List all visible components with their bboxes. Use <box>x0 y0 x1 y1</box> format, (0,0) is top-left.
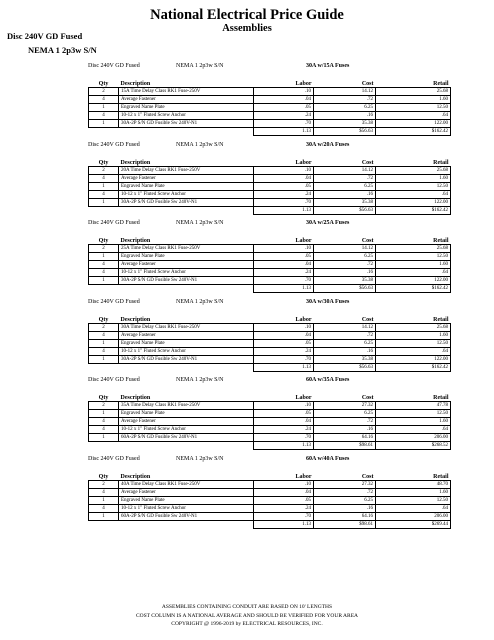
cell-qty: 4 <box>89 426 119 434</box>
cell-desc: Engraved Name Plate <box>119 497 254 505</box>
cell-desc: 10-12 x 1" Fluted Screw Anchor <box>119 112 254 120</box>
table-row <box>89 434 451 442</box>
total-retail: $162.42 <box>376 285 451 293</box>
cell-retail: 12.50 <box>376 104 451 112</box>
cell-cost: .72 <box>314 418 376 426</box>
column-header-description: Description <box>120 395 151 401</box>
table-row <box>89 505 451 513</box>
column-header-qty: Qty <box>98 474 109 480</box>
cell-qty: 4 <box>89 175 119 183</box>
section-type-label: NEMA 1 2p3w S/N <box>176 142 224 148</box>
cell-cost: .72 <box>314 489 376 497</box>
total-labor: 1.13 <box>254 285 314 293</box>
table-row <box>89 112 451 120</box>
column-header-description: Description <box>120 81 151 87</box>
cell-labor: .05 <box>254 410 314 418</box>
cell-retail: 1.60 <box>376 418 451 426</box>
table-row <box>89 269 451 277</box>
cell-labor: .04 <box>254 332 314 340</box>
cell-cost: .72 <box>314 96 376 104</box>
table-row <box>89 277 451 285</box>
table-row <box>89 88 451 96</box>
total-row <box>89 207 451 215</box>
cell-labor: .04 <box>254 489 314 497</box>
cell-qty: 4 <box>89 348 119 356</box>
assembly-section <box>88 456 450 529</box>
cell-desc: 20A Time Delay Class RK1 Fuse-250V <box>119 167 254 175</box>
column-header-qty: Qty <box>98 395 109 401</box>
cell-desc: 30A Time Delay Class RK1 Fuse-250V <box>119 324 254 332</box>
assembly-section <box>88 299 450 372</box>
section-rating-label: 30A w/25A Fuses <box>306 220 350 226</box>
cell-desc: Average Fastener <box>119 175 254 183</box>
section-rating-label: 60A w/35A Fuses <box>306 377 350 383</box>
total-cost: $98.61 <box>314 521 376 529</box>
cell-cost: .72 <box>314 332 376 340</box>
items-table <box>88 75 451 136</box>
table-header-row <box>89 389 451 402</box>
table-row <box>89 324 451 332</box>
cell-qty: 4 <box>89 269 119 277</box>
total-labor: 1.13 <box>254 207 314 215</box>
cell-labor: .70 <box>254 199 314 207</box>
section-group-label: Disc 240V GD Fused <box>88 377 140 383</box>
cell-cost: 6.25 <box>314 497 376 505</box>
cell-qty: 1 <box>89 356 119 364</box>
cell-cost: 6.25 <box>314 410 376 418</box>
cell-retail: 25.68 <box>376 167 451 175</box>
cell-retail: 25.68 <box>376 88 451 96</box>
cell-cost: .72 <box>314 175 376 183</box>
cell-desc: Average Fastener <box>119 96 254 104</box>
cell-retail: 122.00 <box>376 277 451 285</box>
column-header-description: Description <box>120 160 151 166</box>
cell-qty: 1 <box>89 410 119 418</box>
cell-desc: 10-12 x 1" Fluted Screw Anchor <box>119 505 254 513</box>
cell-desc: 60A-2P S/N GD Fusible Sw 240V-N1 <box>119 434 254 442</box>
cell-retail: 48.70 <box>376 481 451 489</box>
total-row <box>89 521 451 529</box>
table-row <box>89 402 451 410</box>
cell-cost: .16 <box>314 112 376 120</box>
cell-cost: 64.16 <box>314 434 376 442</box>
cell-qty: 1 <box>89 104 119 112</box>
assembly-section <box>88 220 450 293</box>
cell-desc: Average Fastener <box>119 489 254 497</box>
total-retail: $162.42 <box>376 207 451 215</box>
cell-retail: 12.50 <box>376 183 451 191</box>
table-row <box>89 513 451 521</box>
section-group-label: Disc 240V GD Fused <box>88 456 140 462</box>
column-header-retail: Retail <box>433 81 449 87</box>
table-row <box>89 332 451 340</box>
table-row <box>89 245 451 253</box>
total-row <box>89 442 451 450</box>
cell-labor: .10 <box>254 167 314 175</box>
table-header-row <box>89 75 451 88</box>
total-cost: $56.63 <box>314 128 376 136</box>
table-row <box>89 489 451 497</box>
table-row <box>89 253 451 261</box>
cell-retail: .64 <box>376 426 451 434</box>
cell-labor: .24 <box>254 348 314 356</box>
cell-labor: .24 <box>254 426 314 434</box>
cell-desc: 25A Time Delay Class RK1 Fuse-250V <box>119 245 254 253</box>
section-rating-label: 30A w/20A Fuses <box>306 142 350 148</box>
table-row <box>89 191 451 199</box>
cell-labor: .05 <box>254 183 314 191</box>
cell-labor: .10 <box>254 402 314 410</box>
cell-qty: 1 <box>89 120 119 128</box>
column-header-cost: Cost <box>361 81 374 87</box>
cell-cost: .16 <box>314 269 376 277</box>
section-group-label: Disc 240V GD Fused <box>88 142 140 148</box>
assembly-section <box>88 377 450 450</box>
cell-qty: 1 <box>89 183 119 191</box>
cell-qty: 4 <box>89 332 119 340</box>
cell-cost: 35.38 <box>314 120 376 128</box>
table-header-row <box>89 232 451 245</box>
blank-cell <box>89 285 119 293</box>
cell-desc: Engraved Name Plate <box>119 340 254 348</box>
section-header <box>88 142 450 154</box>
total-retail: $162.42 <box>376 128 451 136</box>
total-row <box>89 364 451 372</box>
total-labor: 1.13 <box>254 128 314 136</box>
cell-retail: 122.00 <box>376 356 451 364</box>
cell-cost: .72 <box>314 261 376 269</box>
blank-cell <box>89 442 119 450</box>
section-header <box>88 63 450 75</box>
cell-desc: 10-12 x 1" Fluted Screw Anchor <box>119 348 254 356</box>
footer-note-conduit: ASSEMBLIES CONTAINING CONDUIT ARE BASED ON 10' LENGTHS <box>161 604 333 610</box>
table-header-row <box>89 311 451 324</box>
cell-labor: .05 <box>254 497 314 505</box>
cell-desc: 10-12 x 1" Fluted Screw Anchor <box>119 269 254 277</box>
cell-retail: 206.00 <box>376 434 451 442</box>
section-rating-label: 60A w/40A Fuses <box>306 456 350 462</box>
cell-retail: 122.00 <box>376 199 451 207</box>
cell-retail: 12.50 <box>376 497 451 505</box>
cell-qty: 2 <box>89 167 119 175</box>
cell-labor: .05 <box>254 104 314 112</box>
cell-retail: 1.60 <box>376 175 451 183</box>
cell-qty: 4 <box>89 112 119 120</box>
cell-qty: 4 <box>89 489 119 497</box>
table-row <box>89 418 451 426</box>
cell-qty: 1 <box>89 253 119 261</box>
cell-qty: 1 <box>89 513 119 521</box>
cell-cost: 6.25 <box>314 183 376 191</box>
section-type-label: NEMA 1 2p3w S/N <box>176 299 224 305</box>
cell-labor: .10 <box>254 245 314 253</box>
cell-retail: .64 <box>376 112 451 120</box>
section-rating-label: 30A w/30A Fuses <box>306 299 350 305</box>
column-header-labor: Labor <box>295 160 312 166</box>
table-row <box>89 175 451 183</box>
cell-desc: Engraved Name Plate <box>119 253 254 261</box>
cell-labor: .05 <box>254 253 314 261</box>
cell-qty: 1 <box>89 277 119 285</box>
cell-labor: .04 <box>254 418 314 426</box>
cell-cost: 35.38 <box>314 356 376 364</box>
total-labor: 1.13 <box>254 442 314 450</box>
category-heading: Disc 240V GD Fused <box>7 31 83 41</box>
cell-desc: 10-12 x 1" Fluted Screw Anchor <box>119 426 254 434</box>
column-header-labor: Labor <box>295 395 312 401</box>
blank-cell <box>119 285 254 293</box>
column-header-qty: Qty <box>98 317 109 323</box>
section-header <box>88 220 450 232</box>
total-cost: $98.61 <box>314 442 376 450</box>
column-header-description: Description <box>120 317 151 323</box>
column-header-retail: Retail <box>433 160 449 166</box>
cell-retail: .64 <box>376 505 451 513</box>
cell-qty: 4 <box>89 261 119 269</box>
blank-cell <box>119 207 254 215</box>
assembly-section <box>88 142 450 215</box>
cell-cost: 6.25 <box>314 340 376 348</box>
section-group-label: Disc 240V GD Fused <box>88 299 140 305</box>
cell-labor: .05 <box>254 340 314 348</box>
cell-retail: 1.60 <box>376 489 451 497</box>
cell-labor: .24 <box>254 505 314 513</box>
cell-labor: .10 <box>254 324 314 332</box>
cell-retail: 12.50 <box>376 340 451 348</box>
blank-cell <box>119 521 254 529</box>
cell-labor: .24 <box>254 191 314 199</box>
cell-cost: .16 <box>314 191 376 199</box>
cell-qty: 2 <box>89 324 119 332</box>
total-retail: $269.44 <box>376 521 451 529</box>
section-rating-label: 30A w/15A Fuses <box>306 63 350 69</box>
items-table <box>88 389 451 450</box>
column-header-retail: Retail <box>433 474 449 480</box>
cell-cost: 14.12 <box>314 324 376 332</box>
cell-qty: 1 <box>89 199 119 207</box>
cell-retail: 1.60 <box>376 96 451 104</box>
page-subtitle: Assemblies <box>222 23 272 34</box>
table-row <box>89 183 451 191</box>
cell-desc: Average Fastener <box>119 261 254 269</box>
column-header-retail: Retail <box>433 395 449 401</box>
cell-qty: 4 <box>89 505 119 513</box>
cell-desc: Engraved Name Plate <box>119 104 254 112</box>
cell-retail: 12.50 <box>376 253 451 261</box>
total-cost: $56.63 <box>314 285 376 293</box>
column-header-qty: Qty <box>98 238 109 244</box>
column-header-qty: Qty <box>98 160 109 166</box>
cell-desc: 40A Time Delay Class RK1 Fuse-250V <box>119 481 254 489</box>
cell-retail: 122.00 <box>376 120 451 128</box>
section-header <box>88 377 450 389</box>
cell-qty: 2 <box>89 88 119 96</box>
cell-labor: .70 <box>254 434 314 442</box>
cell-cost: 6.25 <box>314 104 376 112</box>
total-row <box>89 285 451 293</box>
cell-cost: .16 <box>314 348 376 356</box>
cell-desc: Engraved Name Plate <box>119 410 254 418</box>
section-type-label: NEMA 1 2p3w S/N <box>176 220 224 226</box>
cell-cost: 27.32 <box>314 481 376 489</box>
table-row <box>89 167 451 175</box>
assembly-section <box>88 63 450 136</box>
items-table <box>88 468 451 529</box>
total-cost: $56.63 <box>314 207 376 215</box>
section-type-label: NEMA 1 2p3w S/N <box>176 63 224 69</box>
cell-cost: 14.12 <box>314 88 376 96</box>
cell-labor: .70 <box>254 513 314 521</box>
table-row <box>89 497 451 505</box>
cell-retail: 25.68 <box>376 324 451 332</box>
blank-cell <box>89 128 119 136</box>
table-row <box>89 199 451 207</box>
cell-desc: Average Fastener <box>119 332 254 340</box>
cell-retail: 47.78 <box>376 402 451 410</box>
cell-retail: 206.00 <box>376 513 451 521</box>
cell-retail: 12.50 <box>376 410 451 418</box>
cell-labor: .70 <box>254 120 314 128</box>
cell-labor: .24 <box>254 269 314 277</box>
column-header-cost: Cost <box>361 395 374 401</box>
blank-cell <box>119 364 254 372</box>
cell-retail: 1.60 <box>376 261 451 269</box>
cell-cost: 27.32 <box>314 402 376 410</box>
total-retail: $162.42 <box>376 364 451 372</box>
cell-desc: 30A-2P S/N GD Fusible Sw 240V-N1 <box>119 277 254 285</box>
table-row <box>89 96 451 104</box>
blank-cell <box>89 521 119 529</box>
cell-retail: .64 <box>376 348 451 356</box>
cell-qty: 1 <box>89 434 119 442</box>
cell-labor: .70 <box>254 356 314 364</box>
section-group-label: Disc 240V GD Fused <box>88 63 140 69</box>
cell-qty: 1 <box>89 340 119 348</box>
cell-retail: 25.68 <box>376 245 451 253</box>
cell-desc: Engraved Name Plate <box>119 183 254 191</box>
total-retail: $268.52 <box>376 442 451 450</box>
column-header-labor: Labor <box>295 317 312 323</box>
cell-retail: .64 <box>376 269 451 277</box>
total-cost: $56.63 <box>314 364 376 372</box>
cell-desc: 30A-2P S/N GD Fusible Sw 240V-N1 <box>119 199 254 207</box>
table-row <box>89 426 451 434</box>
blank-cell <box>89 364 119 372</box>
cell-labor: .70 <box>254 277 314 285</box>
cell-desc: 30A-2P S/N GD Fusible Sw 240V-N1 <box>119 356 254 364</box>
section-type-label: NEMA 1 2p3w S/N <box>176 377 224 383</box>
page-title: National Electrical Price Guide <box>150 7 344 23</box>
column-header-labor: Labor <box>295 474 312 480</box>
column-header-description: Description <box>120 238 151 244</box>
column-header-labor: Labor <box>295 238 312 244</box>
table-row <box>89 120 451 128</box>
section-group-label: Disc 240V GD Fused <box>88 220 140 226</box>
column-header-retail: Retail <box>433 238 449 244</box>
total-labor: 1.13 <box>254 364 314 372</box>
cell-qty: 4 <box>89 191 119 199</box>
cell-retail: .64 <box>376 191 451 199</box>
cell-labor: .04 <box>254 175 314 183</box>
blank-cell <box>119 128 254 136</box>
column-header-retail: Retail <box>433 317 449 323</box>
cell-labor: .10 <box>254 88 314 96</box>
cell-retail: 1.60 <box>376 332 451 340</box>
cell-cost: 35.38 <box>314 199 376 207</box>
cell-cost: .16 <box>314 505 376 513</box>
column-header-qty: Qty <box>98 81 109 87</box>
cell-desc: 35A Time Delay Class RK1 Fuse-250V <box>119 402 254 410</box>
column-header-labor: Labor <box>295 81 312 87</box>
cell-qty: 2 <box>89 245 119 253</box>
cell-cost: 14.12 <box>314 167 376 175</box>
total-row <box>89 128 451 136</box>
footer-note-cost: COST COLUMN IS A NATIONAL AVERAGE AND SHOULD BE VERIFIED FOR YOUR AREA <box>135 613 359 619</box>
cell-labor: .04 <box>254 96 314 104</box>
table-row <box>89 410 451 418</box>
cell-cost: .16 <box>314 426 376 434</box>
cell-qty: 2 <box>89 481 119 489</box>
table-row <box>89 356 451 364</box>
table-row <box>89 481 451 489</box>
column-header-cost: Cost <box>361 474 374 480</box>
column-header-cost: Cost <box>361 238 374 244</box>
cell-labor: .04 <box>254 261 314 269</box>
footer-copyright: COPYRIGHT @ 1996-2019 by ELECTRICAL RESOURCES, INC. <box>171 621 323 627</box>
cell-desc: 60A-2P S/N GD Fusible Sw 240V-N1 <box>119 513 254 521</box>
table-row <box>89 104 451 112</box>
table-header-row <box>89 468 451 481</box>
blank-cell <box>89 207 119 215</box>
items-table <box>88 232 451 293</box>
table-row <box>89 348 451 356</box>
cell-qty: 1 <box>89 497 119 505</box>
cell-cost: 14.12 <box>314 245 376 253</box>
cell-desc: 10-12 x 1" Fluted Screw Anchor <box>119 191 254 199</box>
cell-cost: 64.16 <box>314 513 376 521</box>
total-labor: 1.13 <box>254 521 314 529</box>
table-header-row <box>89 154 451 167</box>
cell-desc: 15A Time Delay Class RK1 Fuse-250V <box>119 88 254 96</box>
section-header <box>88 456 450 468</box>
cell-labor: .24 <box>254 112 314 120</box>
cell-qty: 4 <box>89 96 119 104</box>
subcategory-heading: NEMA 1 2p3w S/N <box>28 45 97 55</box>
column-header-cost: Cost <box>361 317 374 323</box>
cell-labor: .10 <box>254 481 314 489</box>
table-row <box>89 261 451 269</box>
cell-desc: 30A-2P S/N GD Fusible Sw 240V-N1 <box>119 120 254 128</box>
cell-qty: 2 <box>89 402 119 410</box>
column-header-description: Description <box>120 474 151 480</box>
section-type-label: NEMA 1 2p3w S/N <box>176 456 224 462</box>
cell-qty: 4 <box>89 418 119 426</box>
column-header-cost: Cost <box>361 160 374 166</box>
cell-desc: Average Fastener <box>119 418 254 426</box>
items-table <box>88 154 451 215</box>
cell-cost: 6.25 <box>314 253 376 261</box>
blank-cell <box>119 442 254 450</box>
section-header <box>88 299 450 311</box>
cell-cost: 35.38 <box>314 277 376 285</box>
items-table <box>88 311 451 372</box>
table-row <box>89 340 451 348</box>
